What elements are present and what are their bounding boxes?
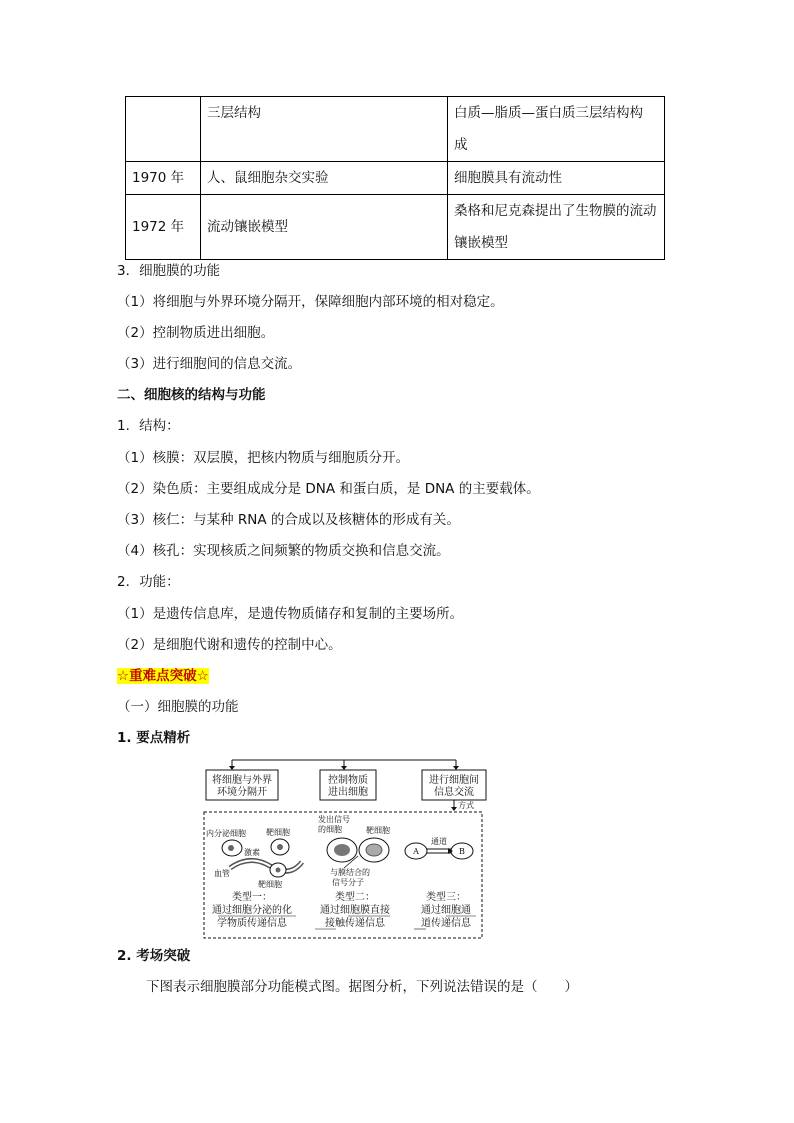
type3-title: 类型三： [426,892,466,903]
type1-line1: 通过细胞分泌的化 [212,905,292,916]
label-mol-2: 信号分子 [332,878,364,887]
table-row [126,195,665,260]
table-cell-year: 1970 年 [126,162,201,195]
paragraph: （4）核孔：实现核质之间频繁的物质交换和信息交流。 [117,543,450,559]
label-b: B [459,847,465,856]
paragraph: （1）是遗传信息库，是遗传物质储存和复制的主要场所。 [117,606,464,622]
table-cell-year: 1972 年 [126,195,201,260]
type3-line1: 通过细胞通 [421,905,471,916]
table-cell-conclusion: 细胞膜具有流动性 [448,162,665,195]
section-heading: 二、细胞核的结构与功能 [117,387,266,403]
box2-line2: 进出细胞 [328,787,368,798]
table-cell-experiment: 人、鼠细胞杂交实验 [201,162,448,195]
sub-heading: 1．结构： [117,418,180,434]
label-vessel: 血管 [214,869,230,878]
conclusion-line: 镶嵌模型 [454,235,508,251]
conclusion-line: 成 [454,137,468,153]
sub-heading: 2．功能： [117,574,180,590]
table-cell-conclusion [448,195,665,260]
key-points-heading [117,666,209,686]
label-target-cell: 靶细胞 [266,828,290,837]
membrane-function-diagram [200,750,490,942]
label-secreting-cell: 内分泌细胞 [206,829,246,838]
box3-line1: 进行细胞间 [429,775,479,786]
box1-line2: 环境分隔开 [217,787,267,798]
paragraph: （2）染色质：主要组成成分是 DNA 和蛋白质，是 DNA 的主要载体。 [117,481,540,497]
table-cell-experiment: 三层结构 [201,97,448,162]
label-t2-target: 靶细胞 [366,826,390,835]
sub-heading: 2. 考场突破 [117,948,191,964]
label-signal-cell-2: 的细胞 [318,825,342,834]
table-cell-conclusion [448,97,665,162]
conclusion-line: 桑格和尼克森提出了生物膜的流动 [454,203,657,219]
type3-line2: 道传递信息 [421,918,471,929]
diagram-svg [200,750,490,942]
paragraph: （1）将细胞与外界环境分隔开，保障细胞内部环境的相对稳定。 [117,294,504,310]
label-signal-cell-1: 发出信号 [318,815,350,824]
type1-title: 类型一： [232,892,272,903]
question-text: 下图表示细胞膜部分功能模式图。据图分析，下列说法错误的是（ ） [146,979,578,995]
type2-line1: 通过细胞膜直接 [320,905,390,916]
conclusion-line: 白质—脂质—蛋白质三层结构构 [454,105,643,121]
paragraph: （3）核仁：与某种 RNA 的合成以及核糖体的形成有关。 [117,512,460,528]
paragraph: （2）是细胞代谢和遗传的控制中心。 [117,637,342,653]
label-a: A [413,847,419,856]
paragraph: （1）核膜：双层膜，把核内物质与细胞质分开。 [117,450,410,466]
section-heading: 3．细胞膜的功能 [117,263,221,279]
highlight-title: ☆重难点突破☆ [117,668,209,684]
type2-line2: 接触传递信息 [325,918,385,929]
table-row [126,97,665,162]
box2-line1: 控制物质 [328,775,368,786]
label-target-cell-2: 靶细胞 [258,880,282,889]
table-cell-year [126,97,201,162]
history-table [125,96,665,260]
type2-title: 类型二： [335,892,375,903]
table-cell-experiment: 流动镶嵌模型 [201,195,448,260]
label-hormone: 激素 [244,848,260,857]
sub-heading: （一）细胞膜的功能 [117,699,239,715]
label-mol-1: 与膜结合的 [330,868,370,877]
paragraph: （2）控制物质进出细胞。 [117,325,275,341]
fangshi-label: 方式 [458,801,474,810]
sub-heading: 1. 要点精析 [117,730,191,746]
box1-line1: 将细胞与外界 [212,775,272,786]
table-row [126,162,665,195]
label-channel: 通道 [431,837,447,846]
box3-line2: 信息交流 [434,787,474,798]
paragraph: （3）进行细胞间的信息交流。 [117,356,302,372]
type1-line2: 学物质传递信息 [217,918,287,929]
